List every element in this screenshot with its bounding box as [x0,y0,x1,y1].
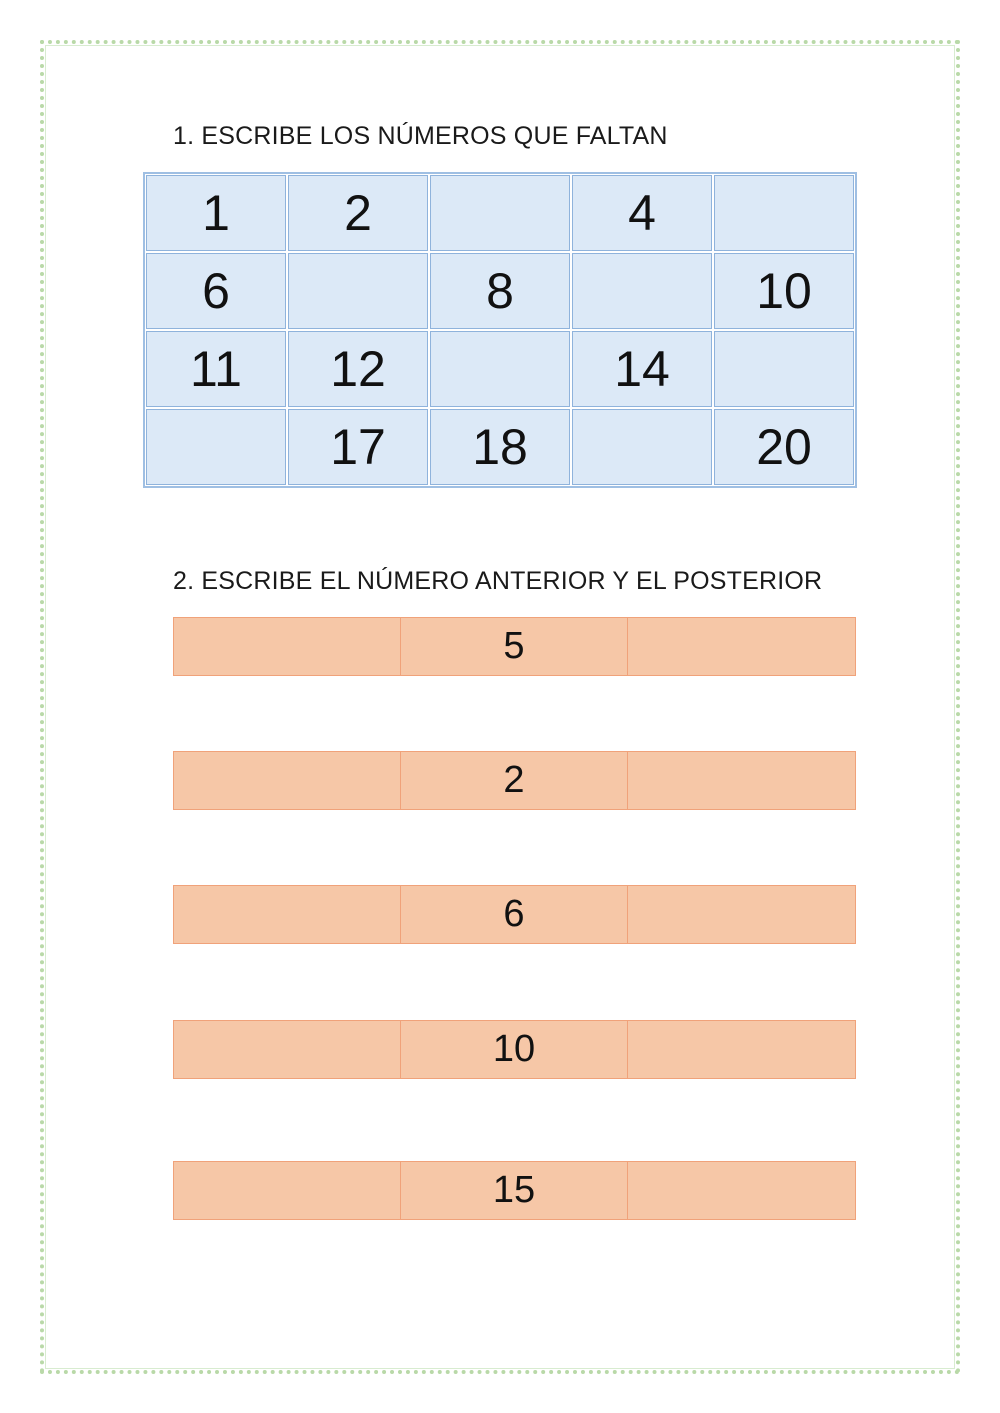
given-number: 6 [400,885,628,944]
grid-cell[interactable]: 6 [146,253,286,329]
grid-cell[interactable]: 18 [430,409,570,485]
grid-cell[interactable]: 14 [572,331,712,407]
posterior-box[interactable] [627,885,856,944]
anterior-box[interactable] [173,617,401,676]
grid-cell[interactable] [146,409,286,485]
number-strip [173,1161,857,1220]
grid-cell[interactable] [572,409,712,485]
missing-numbers-grid [143,172,857,488]
grid-cell[interactable]: 1 [146,175,286,251]
grid-cell[interactable] [714,331,854,407]
grid-cell[interactable]: 10 [714,253,854,329]
grid-cell[interactable]: 2 [288,175,428,251]
exercise-2-title: 2. ESCRIBE EL NÚMERO ANTERIOR Y EL POSTERIOR [173,567,823,595]
grid-cell[interactable] [288,253,428,329]
posterior-box[interactable] [627,617,856,676]
given-number: 2 [400,751,628,810]
anterior-box[interactable] [173,1161,401,1220]
posterior-box[interactable] [627,1020,856,1079]
number-strip [173,617,857,676]
grid-cell[interactable]: 4 [572,175,712,251]
posterior-box[interactable] [627,1161,856,1220]
anterior-box[interactable] [173,751,401,810]
grid-cell[interactable] [714,175,854,251]
grid-cell[interactable]: 20 [714,409,854,485]
number-strip [173,885,857,944]
given-number: 10 [400,1020,628,1079]
grid-cell[interactable] [430,175,570,251]
posterior-box[interactable] [627,751,856,810]
grid-cell[interactable] [572,253,712,329]
anterior-box[interactable] [173,885,401,944]
number-strip [173,751,857,810]
number-strip [173,1020,857,1079]
grid-cell[interactable]: 11 [146,331,286,407]
grid-cell[interactable] [430,331,570,407]
exercise-1-title: 1. ESCRIBE LOS NÚMEROS QUE FALTAN [173,122,668,150]
anterior-box[interactable] [173,1020,401,1079]
grid-cell[interactable]: 12 [288,331,428,407]
given-number: 5 [400,617,628,676]
grid-cell[interactable]: 17 [288,409,428,485]
grid-cell[interactable]: 8 [430,253,570,329]
given-number: 15 [400,1161,628,1220]
